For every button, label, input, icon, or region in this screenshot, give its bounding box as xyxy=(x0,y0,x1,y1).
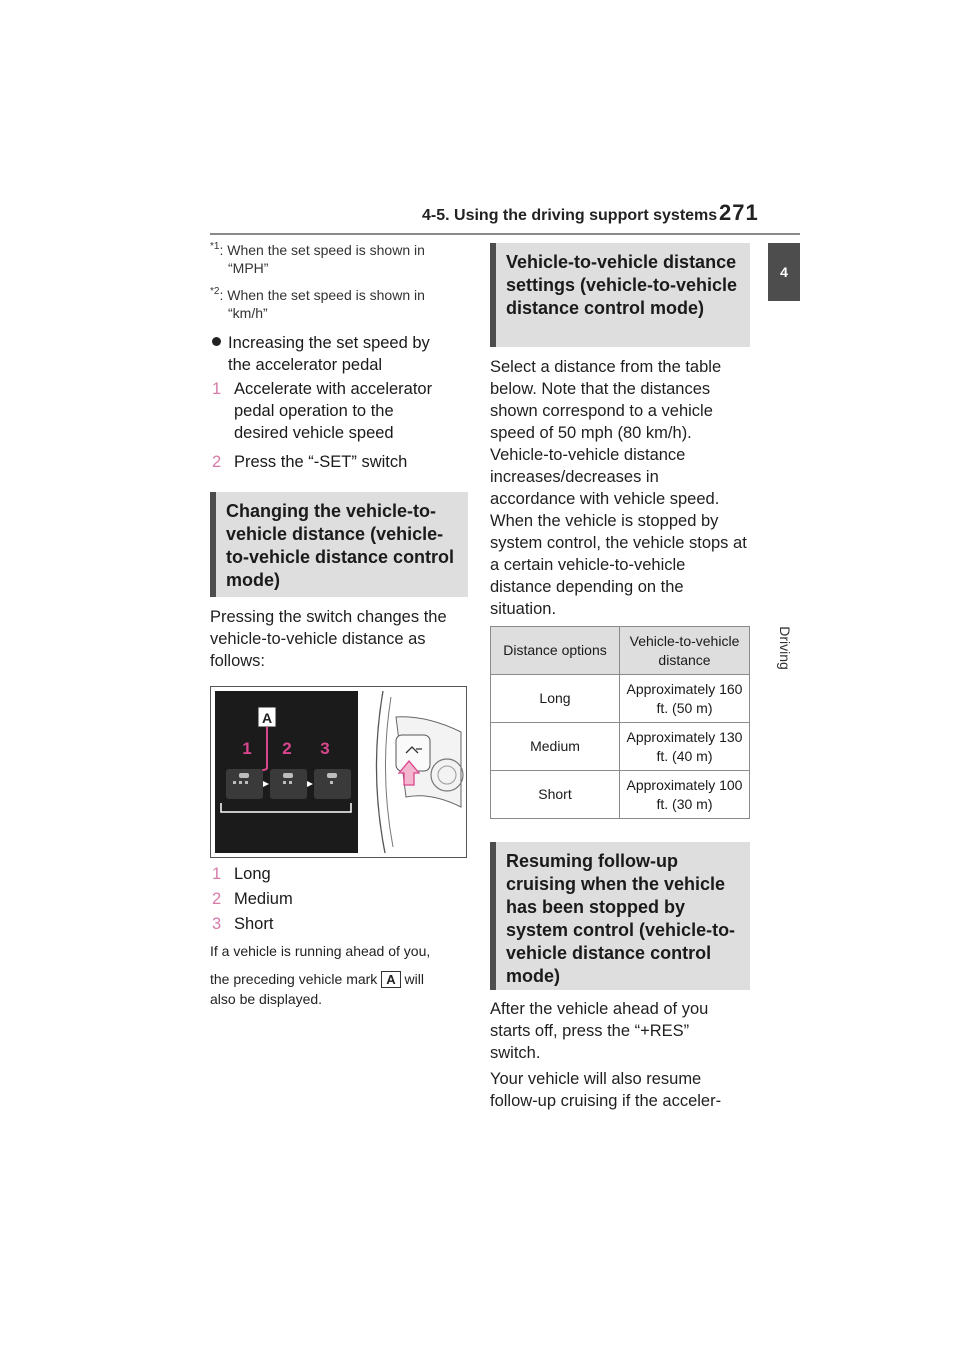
table-cell: Approximately 160 ft. (50 m) xyxy=(620,675,750,723)
header-divider xyxy=(210,233,800,235)
note-line-1: If a vehicle is running ahead of you, xyxy=(210,943,431,959)
list-item xyxy=(212,862,452,887)
section-heading-distance-settings: Vehicle-to-vehicle distance settings (vehicle-to-vehicle distance control mode) xyxy=(490,243,750,347)
page-number: 271 xyxy=(719,200,759,225)
distance-settings-paragraph: Select a distance from the table below. Note that the distances shown correspond to a vehicle speed of 50 mph (80 km/h). Vehicle-to-vehicle distance increases/decreases in accordance with vehicle speed. When the vehicle is stopped by system control, the vehicle stops at a certain vehicle-to-vehicle distance depending on the situation. xyxy=(490,358,747,618)
section-heading-changing-distance: Changing the vehicle-to-vehicle distance (vehicle-to-vehicle distance control mode) xyxy=(210,492,468,597)
chapter-tab-label xyxy=(770,618,800,678)
table-cell: Short xyxy=(491,771,620,819)
preceding-vehicle-callout: A xyxy=(381,971,400,988)
chapter-label-text: Driving xyxy=(777,626,793,670)
footnote-1-line-1: : When the set speed is shown in xyxy=(219,242,425,258)
list-item-label: Short xyxy=(234,915,274,933)
figure-number-1: 1 xyxy=(242,739,252,758)
bullet-line-2: the accelerator pedal xyxy=(228,356,383,374)
table-cell: Approximately 130 ft. (40 m) xyxy=(620,723,750,771)
chapter-tab-number: 4 xyxy=(768,243,800,301)
figure-number-2: 2 xyxy=(282,739,292,758)
step-1-text: Accelerate with accelerator pedal operation to the desired vehicle speed xyxy=(234,380,433,442)
note-line-2 xyxy=(210,968,470,990)
step-2-text: Press the “-SET” switch xyxy=(234,453,408,471)
table-row xyxy=(491,771,750,819)
list-item-number: 2 xyxy=(212,890,222,908)
note-line-2-start: the preceding vehicle mark xyxy=(210,971,378,987)
preceding-vehicle-note xyxy=(210,940,470,1008)
intro-paragraph: Pressing the switch changes the vehicle-to-vehicle distance as follows: xyxy=(210,608,447,670)
list-item-label: Medium xyxy=(234,890,293,908)
table-header-cell: Vehicle-to-vehicle distance xyxy=(620,627,750,675)
note-line-2-end: will xyxy=(404,971,424,987)
note-line-3: also be displayed. xyxy=(210,991,323,1007)
list-item-number: 1 xyxy=(212,865,222,883)
bullet-line-1: Increasing the set speed by xyxy=(228,334,430,352)
table-header-row xyxy=(491,627,750,675)
list-item-number: 3 xyxy=(212,915,222,933)
table-cell: Long xyxy=(491,675,620,723)
footnote-1-line-2: “MPH” xyxy=(228,260,269,276)
bullet-heading xyxy=(212,332,474,376)
figure-number-3: 3 xyxy=(320,739,330,758)
resume-paragraph-1: After the vehicle ahead of you starts off, press the “+RES” switch. xyxy=(490,1000,709,1062)
mode-list xyxy=(212,862,452,937)
footnote-2 xyxy=(210,286,472,322)
resume-paragraph-2: Your vehicle will also resume follow-up cruising if the acceler- xyxy=(490,1070,722,1110)
table-row xyxy=(491,723,750,771)
distance-switch-illustration xyxy=(210,686,467,858)
section-header-title: 4-5. Using the driving support systems xyxy=(422,207,718,224)
bullet-dot xyxy=(212,337,221,346)
footnote-1 xyxy=(210,241,472,277)
table-cell: Medium xyxy=(491,723,620,771)
figure-callout-text: A xyxy=(261,710,273,726)
step-2-number: 2 xyxy=(212,453,222,471)
footnote-2-line-2: “km/h” xyxy=(228,305,268,321)
list-item-label: Long xyxy=(234,865,271,883)
illustration-svg xyxy=(211,687,466,857)
list-item xyxy=(212,912,452,937)
distance-options-table xyxy=(490,626,750,819)
step-1-number: 1 xyxy=(212,380,222,398)
step-1 xyxy=(212,378,452,444)
footnote-2-line-1: : When the set speed is shown in xyxy=(219,287,425,303)
section-heading-resuming: Resuming follow-up cruising when the vehicle has been stopped by system control (vehicle-to-vehicle distance control mode) xyxy=(490,842,750,990)
table-row xyxy=(491,675,750,723)
step-2 xyxy=(212,451,462,473)
list-item xyxy=(212,887,452,912)
footnote-2-mark: *2 xyxy=(210,286,220,297)
table-header-cell: Distance options xyxy=(491,627,620,675)
footnote-1-mark: *1 xyxy=(210,241,220,252)
table-cell: Approximately 100 ft. (30 m) xyxy=(620,771,750,819)
